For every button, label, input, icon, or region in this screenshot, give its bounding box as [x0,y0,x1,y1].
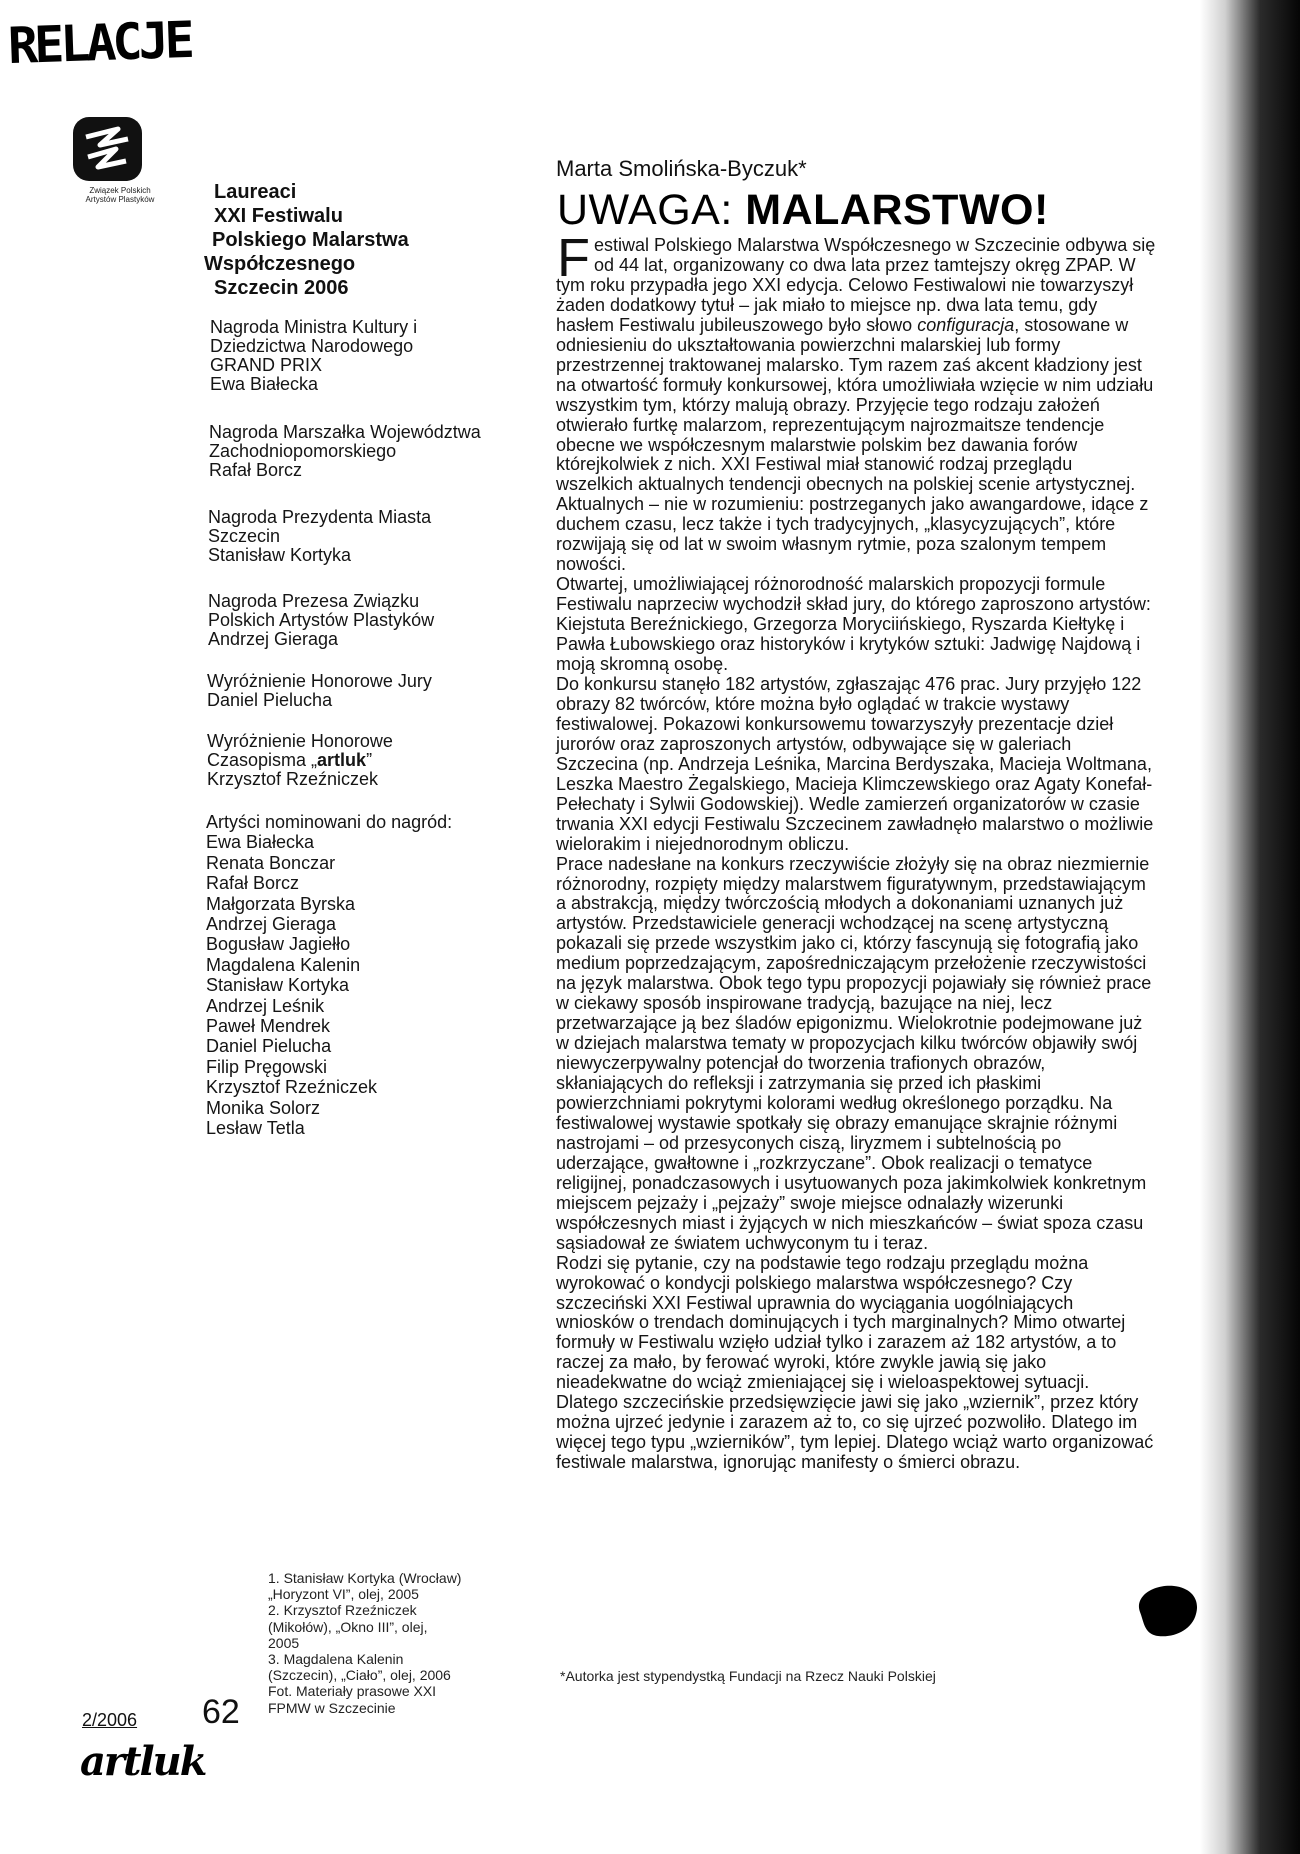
body-line: uderzające, gwałtowne i „rozkrzyczane”. Obok realizacji o tematyce [556,1152,1093,1173]
logo-caption [60,186,180,204]
award-block [207,672,432,710]
body-line: Rodzi się pytanie, czy na podstawie tego rodzaju przeglądu można [556,1252,1089,1273]
nominee: Ewa Białecka [206,832,315,853]
award-line: Ewa Białecka [210,374,319,394]
headline-part: MALARSTWO! [745,186,1049,234]
nominee: Andrzej Gieraga [206,914,337,935]
caption-line: 3. Magdalena Kalenin [268,1651,404,1668]
nominee: Bogusław Jagiełło [206,934,351,955]
award-line: Zachodniopomorskiego [209,441,397,461]
section-tag: RELACJE [7,10,192,76]
body-line: więcej tego typu „wzierników”, tym lepiej. Dlatego wciąż warto organizować [556,1432,1154,1453]
body-line: duchem czasu, lecz także i tych tradycyjnych, „klasycyzujących”, które [556,514,1116,535]
body-line: jurorów oraz zaproszonych artystów, odbywające się w galeriach [556,733,1072,754]
body-line: obecne we współczesnym malarstwie polskim bez dawania forów [556,434,1078,455]
issue-number: 2/2006 [82,1710,138,1730]
logo-caption-line: Związek Polskich [89,186,151,195]
body-line: Pełechaty i Sylwii Godowskiej). Wedle zamierzeń organizatorów w czasie [556,793,1140,814]
nominee: Krzysztof Rzeźniczek [206,1077,378,1098]
caption-line: 2005 [268,1634,300,1651]
body-line: artystów. Przedstawiciele generacji wchodzącej na scenę artystyczną [556,913,1109,934]
body-line: sąsiadował ze światem uchwyconym tu i teraz. [556,1232,929,1253]
body-line: można ujrzeć jedynie i zarazem aż to, co się ujrzeć pozwoliło. Dlatego im [556,1412,1138,1433]
nominee: Rafał Borcz [206,873,300,894]
logo-caption-line: Artystów Plastyków [85,195,155,204]
body-line: różnorodny, rozpięty między malarstwem figuratywnym, przedstawiającym [556,873,1146,894]
body-line: nowości. [556,554,627,575]
award-line [207,751,393,770]
award-block [210,318,417,394]
body-line: moją skromną osobę. [556,654,729,675]
body-line: w dziejach malarstwa tematy w propozycjach kilku twórców objawiły swój [556,1033,1138,1054]
caption-line: „Horyzont VI”, olej, 2005 [268,1586,419,1603]
award-block [208,508,431,565]
laureates-title [204,180,484,300]
body-line: przetwarzające ją bez śladów epigonizmu. Wielokrotnie podejmowane już [556,1013,1143,1034]
award-line: Nagroda Marszałka Województwa [209,422,481,442]
title-line: Współczesnego [204,253,356,275]
award-line: Wyróżnienie Honorowe Jury [207,671,432,691]
nominees-heading: Artyści nominowani do nagród: [206,812,453,832]
body-line: Dlatego szczecińskie przedsięwzięcie jawi się jako „wziernik”, przez który [556,1392,1139,1413]
body-line: religijnej, ponadczasowych i usytuowanych poza jakimkolwiek konkretnym [556,1172,1147,1193]
body-line: Leszka Maestro Żegalskiego, Macieja Klimczewskiego oraz Agaty Konefał- [556,773,1153,794]
body-line: otwierało furtkę malarzom, reprezentującym najrozmaitsze tendencje [556,414,1105,435]
nominee: Monika Solorz [206,1097,321,1118]
body-line: na język malarstwa. Obok tego typu propozycji pojawiały się również prace [556,973,1152,994]
caption-line: Fot. Materiały prasowe XXI [268,1683,437,1700]
body-line: przestrzennej traktowanej malarsko. Tym razem zaś akcent kładziony jest [556,354,1142,375]
award-block [207,732,393,789]
title-line: Szczecin 2006 [214,277,349,299]
body-line: pokazali się przede wszystkim jako ci, którzy fascynują się fotografią jako [556,933,1139,954]
page-number: 62 [202,1693,240,1731]
body-line: wniosków o trendach dominujących i tych marginalnych? Mimo otwartej [556,1312,1126,1333]
body-line: festiwalowej wystawie spotkały się obrazy emanujące skrajnie różnymi [556,1112,1118,1133]
artluk-logo: artluk [80,1738,206,1785]
body-line: którejkolwiek z nich. XXI Festiwal miał stanowić rodzaj przeglądu [556,454,1073,475]
body-line: szczeciński XXI Festiwal uprawnia do wyciągania uogólniających [556,1292,1074,1313]
body-line: festiwalowej. Pokazowi konkursowemu towarzyszyły prezentacje dzieł [556,713,1114,734]
body-line: raczej za mało, by ferować wyroki, które zwykle jawią się jako [556,1352,1047,1373]
award-text: Czasopisma „ [207,750,318,770]
nominees-list [206,812,452,1139]
caption-line: (Mikołów), „Okno III”, olej, [268,1618,428,1635]
body-line: nastrojami – od przesyconych ciszą, liryzmem i subtelnością po [556,1132,1062,1153]
caption-line: 2. Krzysztof Rzeźniczek [268,1602,417,1619]
nominee: Lesław Tetla [206,1118,305,1139]
award-line: Nagroda Ministra Kultury i [210,317,418,337]
award-text: ” [366,750,373,770]
body-line: Pawła Łubowskiego oraz historyków i krytyków sztuki: Jadwigę Najdową i [556,634,1141,655]
drop-cap: F [557,228,590,288]
body-line: Do konkursu stanęło 182 artystów, zgłaszając 476 prac. Jury przyjęło 122 [556,673,1142,694]
body-line: tym roku przypadła jego XXI edycja. Celowo Festiwalowi nie towarzyszył [556,274,1134,295]
body-line: Festiwalu naprzeciw wychodził skład jury, do którego zaproszono artystów: [556,594,1151,615]
end-mark-icon [1130,1582,1200,1640]
caption-line: 1. Stanisław Kortyka (Wrocław) [268,1570,462,1586]
body-line: medium poprzedzającym, zapośredniczającym przełożenie rzeczywistości [556,953,1147,974]
headline-part: UWAGA: [557,186,746,234]
body-line: powierzchniami pokrytymi kolorami według określonego porządku. Na [556,1092,1113,1113]
body-line: skłaniających do refleksji i zatrzymania się przed ich płaskimi [556,1073,1042,1094]
body-line: Kiejstuta Bereźnickiego, Grzegorza Moryciińskiego, Ryszarda Kiełtykę i [556,614,1125,635]
body-line: na otwartość formuły konkursowej, która umożliwiała wzięcie w nim udziału [556,374,1154,395]
nominee: Andrzej Leśnik [206,995,325,1016]
nominee: Magdalena Kalenin [206,954,361,975]
body-line: festiwale malarstwa, ignorując manifesty o śmierci obrazu. [556,1452,1021,1473]
body-line: odniesieniu do ukształtowania powierzchni malarskiej lub formy [556,334,1061,355]
body-line: wielorakim i niejednorodnym obliczu. [556,833,850,854]
award-block [209,423,481,480]
body-line: formuły w Festiwalu wzięło udział tylko i zarazem aż 182 artystów, a to [556,1332,1117,1353]
body-line: rozwijają się od lat w swoim własnym rytmie, poza szalonym tempem [556,534,1107,555]
nominee: Stanisław Kortyka [206,975,350,996]
nominee: Daniel Pielucha [206,1036,332,1057]
body-line: wszystkim tym, którzy malują obrazy. Przyjęcie tego rodzaju założeń [556,394,1100,415]
zpap-logo-icon [70,115,145,183]
award-line: Szczecin [208,526,281,546]
award-line: Nagroda Prezesa Związku [208,591,420,611]
article-headline [557,186,1049,235]
photo-captions [268,1570,503,1716]
award-line: Nagroda Prezydenta Miasta [208,507,432,527]
caption-line: FPMW w Szczecinie [268,1699,396,1716]
nominee: Paweł Mendrek [206,1016,331,1037]
body-line: Szczecina (np. Andrzeja Leśnika, Marcina Berdyszaka, Macieja Woltmana, [556,753,1152,774]
article-author: Marta Smolińska-Byczuk* [556,156,807,181]
body-line: Aktualnych – nie w rozumieniu: postrzeganych jako awangardowe, idące z [556,494,1149,515]
author-footnote: *Autorka jest stypendystką Fundacji na Rzecz Nauki Polskiej [560,1668,936,1684]
title-line: Polskiego Malarstwa [212,229,409,251]
body-line: wszelkich aktualnych tendencji obecnych na polskiej scenie artystycznej. [556,474,1136,495]
award-line: Stanisław Kortyka [208,545,352,565]
body-line: Otwartej, umożliwiającej różnorodność malarskich propozycji formule [556,574,1106,595]
magazine-name: artluk [317,750,367,770]
title-line: XXI Festiwalu [214,205,343,227]
body-line: obrazy 82 twórców, które można było oglądać w trakcie wystawy [556,693,1070,714]
body-line: nieadekwatne do wciąż zmieniającej się i wieloaspektowej sytuacji. [556,1372,1090,1393]
italic-term: configuracja [917,314,1015,335]
nominee: Małgorzata Byrska [206,893,356,914]
body-line: wyrokować o kondycji polskiego malarstwa współczesnego? Czy [556,1272,1073,1293]
article-body [556,236,1256,1473]
body-line: trwania XXI edycji Festiwalu Szczecinem zawładnęło malarstwo o możliwie [556,813,1154,834]
award-line: Daniel Pielucha [207,690,333,710]
body-line: Prace nadesłane na konkurs rzeczywiście złożyły się na obraz niezmiernie [556,853,1150,874]
body-line: w ciekawy sposób inspirowane tradycją, bazujące na niej, lecz [556,993,1053,1014]
award-line: Andrzej Gieraga [208,629,339,649]
award-block [208,592,434,649]
body-line [556,316,1256,336]
award-line: GRAND PRIX [210,355,323,375]
body-line: niewyczerpywalny potencjał do tworzenia trafionych obrazów, [556,1053,1046,1074]
body-line: estiwal Polskiego Malarstwa Współczesnego w Szczecinie odbywa się [594,235,1156,255]
body-line: żaden dodatkowy tytuł – jak miało to miejsce np. dwa lata temu, gdy [556,294,1098,315]
nominee: Renata Bonczar [206,852,336,873]
body-line: miejscem pejzaży i „pejzaży” swoje miejsce odnalazły wizerunki [556,1192,1064,1213]
body-line: od 44 lat, organizowany co dwa lata przez tamtejszy okręg ZPAP. W [594,254,1136,275]
body-text: hasłem Festiwalu jubileuszowego było słowo [556,314,918,335]
award-line: Krzysztof Rzeźniczek [207,769,379,789]
award-line: Dziedzictwa Narodowego [210,336,414,356]
body-text: , stosowane w [1014,314,1129,335]
caption-line: (Szczecin), „Ciało”, olej, 2006 [268,1667,451,1684]
award-line: Wyróżnienie Honorowe [207,731,393,751]
nominee: Filip Pręgowski [206,1056,328,1077]
body-line: współczesnych miast i żyjących w nich mieszkańców – świat spoza czasu [556,1212,1144,1233]
body-line: a abstrakcją, między twórczością młodych a dokonaniami uznanych już [556,893,1124,914]
title-line: Laureaci [214,181,297,203]
award-line: Polskich Artystów Plastyków [208,610,435,630]
award-line: Rafał Borcz [209,460,303,480]
